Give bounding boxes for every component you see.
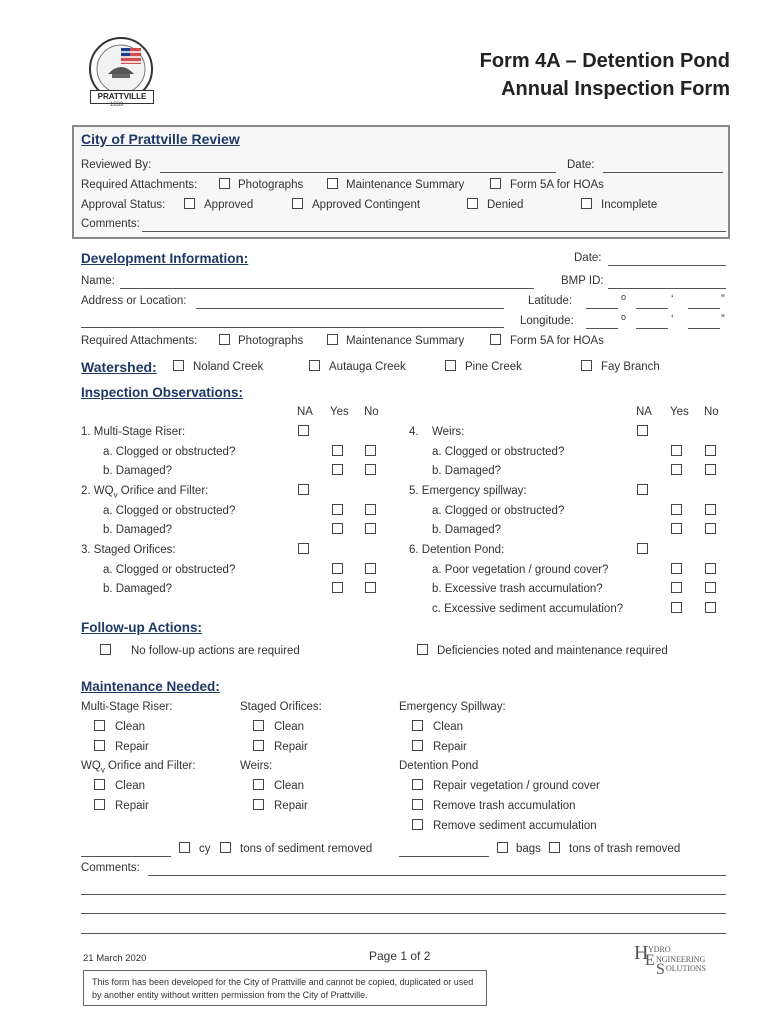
obs-orifices-damaged-no[interactable] bbox=[365, 582, 376, 593]
hes-logo bbox=[634, 942, 724, 982]
dev-attachments-label: Required Attachments: bbox=[81, 335, 198, 347]
no-followup-label: No follow-up actions are required bbox=[131, 645, 300, 657]
obs-wq-na-checkbox[interactable] bbox=[298, 484, 309, 495]
pine-creek-checkbox[interactable] bbox=[445, 360, 456, 371]
maint-wq-clean-checkbox[interactable] bbox=[94, 779, 105, 790]
latitude-min-field[interactable] bbox=[636, 308, 668, 309]
review-maintenance-summary-label: Maintenance Summary bbox=[346, 179, 465, 191]
maint-wq-repair-checkbox[interactable] bbox=[94, 799, 105, 810]
obs-riser-damaged: b. Damaged? bbox=[103, 465, 173, 477]
latitude-sec-field[interactable] bbox=[688, 308, 720, 309]
obs-orifices-damaged-yes[interactable] bbox=[332, 582, 343, 593]
obs-weirs-number: 4. bbox=[409, 426, 419, 438]
dev-form5a-label: Form 5A for HOAs bbox=[510, 335, 604, 347]
bmp-id-field[interactable] bbox=[608, 288, 726, 289]
noland-creek-label: Noland Creek bbox=[193, 361, 264, 373]
obs-spillway-clogged-yes[interactable] bbox=[671, 504, 682, 515]
dev-maintenance-summary-label: Maintenance Summary bbox=[346, 335, 465, 347]
maint-spillway-repair-checkbox[interactable] bbox=[412, 740, 423, 751]
left-col-yes-header: Yes bbox=[330, 406, 349, 418]
maint-comments-field-4[interactable] bbox=[81, 933, 726, 934]
obs-spillway-damaged-no[interactable] bbox=[705, 523, 716, 534]
maint-pond-trash-checkbox[interactable] bbox=[412, 799, 423, 810]
tons-trash-checkbox[interactable] bbox=[549, 842, 560, 853]
fay-branch-label: Fay Branch bbox=[601, 361, 660, 373]
obs-orifices-damaged: b. Damaged? bbox=[103, 583, 173, 595]
maint-spillway-label: Emergency Spillway: bbox=[399, 701, 506, 713]
longitude-min-field[interactable] bbox=[636, 328, 668, 329]
obs-spillway-damaged-yes[interactable] bbox=[671, 523, 682, 534]
dev-photographs-label: Photographs bbox=[238, 335, 304, 347]
maint-pond-sediment-checkbox[interactable] bbox=[412, 819, 423, 830]
watershed-heading: Watershed: bbox=[81, 359, 157, 375]
address-field[interactable] bbox=[196, 308, 504, 309]
trash-amount-field[interactable] bbox=[399, 856, 489, 857]
denied-label: Denied bbox=[487, 199, 524, 211]
noland-creek-checkbox[interactable] bbox=[173, 360, 184, 371]
maint-comments-label: Comments: bbox=[81, 862, 140, 874]
obs-wq-damaged: b. Damaged? bbox=[103, 524, 173, 536]
obs-riser-na-checkbox[interactable] bbox=[298, 425, 309, 436]
obs-wq-clogged-yes[interactable] bbox=[332, 504, 343, 515]
development-heading: Development Information: bbox=[81, 251, 249, 266]
obs-pond-sediment: c. Excessive sediment accumulation? bbox=[432, 603, 624, 615]
maint-pond-label: Detention Pond bbox=[399, 760, 479, 772]
followup-heading: Follow-up Actions: bbox=[81, 620, 202, 635]
maint-comments-field-2[interactable] bbox=[81, 894, 726, 895]
obs-wq-prefix: 2. WQ bbox=[81, 485, 114, 497]
maint-riser-clean-checkbox[interactable] bbox=[94, 720, 105, 731]
deficiencies-checkbox[interactable] bbox=[417, 644, 428, 655]
sediment-amount-field[interactable] bbox=[81, 856, 171, 857]
form-title-line1: Form 4A – Detention Pond bbox=[479, 50, 730, 72]
maint-pond-sediment-label: Remove sediment accumulation bbox=[433, 820, 597, 832]
maint-orifices-repair-label: Repair bbox=[274, 741, 308, 753]
obs-weirs-clogged-yes[interactable] bbox=[671, 445, 682, 456]
left-col-na-header: NA bbox=[297, 406, 313, 418]
maint-orifices-label: Staged Orifices: bbox=[240, 701, 322, 713]
maint-wq-clean-label: Clean bbox=[115, 780, 146, 792]
address-field-2[interactable] bbox=[81, 327, 504, 328]
bags-label: bags bbox=[516, 843, 541, 855]
dev-date-field[interactable] bbox=[608, 265, 726, 266]
denied-checkbox[interactable] bbox=[467, 198, 478, 209]
obs-wq-clogged: a. Clogged or obstructed? bbox=[103, 505, 236, 517]
obs-riser-clogged-yes[interactable] bbox=[332, 445, 343, 456]
inspection-heading: Inspection Observations: bbox=[81, 385, 244, 400]
maint-comments-field[interactable] bbox=[148, 875, 726, 876]
maint-weirs-repair-label: Repair bbox=[274, 800, 308, 812]
maint-wq-label bbox=[81, 760, 196, 774]
obs-pond-sediment-no[interactable] bbox=[705, 602, 716, 613]
dev-name-label: Name: bbox=[81, 275, 115, 287]
hes-logo-line3: OLUTIONS bbox=[666, 964, 706, 973]
copyright-notice: This form has been developed for the City of Prattville and cannot be copied, duplicated or used by another entity without written permission from the City of Prattville. bbox=[83, 970, 487, 1006]
maint-weirs-clean-checkbox[interactable] bbox=[253, 779, 264, 790]
dev-form5a-checkbox[interactable] bbox=[490, 334, 501, 345]
review-comments-label: Comments: bbox=[81, 218, 140, 230]
obs-detention-pond: 6. Detention Pond: bbox=[409, 544, 505, 556]
longitude-deg-symbol: o bbox=[621, 312, 627, 322]
maint-wq-repair-label: Repair bbox=[115, 800, 149, 812]
longitude-label: Longitude: bbox=[520, 315, 574, 327]
obs-pond-vegetation-yes[interactable] bbox=[671, 563, 682, 574]
right-col-yes-header: Yes bbox=[670, 406, 689, 418]
maint-riser-repair-label: Repair bbox=[115, 741, 149, 753]
obs-weirs-na-checkbox[interactable] bbox=[637, 425, 648, 436]
obs-pond-trash: b. Excessive trash accumulation? bbox=[432, 583, 603, 595]
deficiencies-label: Deficiencies noted and maintenance required bbox=[437, 645, 668, 657]
cy-label: cy bbox=[199, 843, 211, 855]
obs-weirs-damaged-no[interactable] bbox=[705, 464, 716, 475]
bmp-id-label: BMP ID: bbox=[561, 275, 604, 287]
left-col-no-header: No bbox=[364, 406, 379, 418]
no-followup-checkbox[interactable] bbox=[100, 644, 111, 655]
obs-pond-vegetation: a. Poor vegetation / ground cover? bbox=[432, 564, 609, 576]
obs-pond-vegetation-no[interactable] bbox=[705, 563, 716, 574]
latitude-sec-symbol: ” bbox=[721, 294, 725, 306]
page-number: Page 1 of 2 bbox=[369, 949, 431, 963]
tons-sediment-label: tons of sediment removed bbox=[240, 843, 373, 855]
tons-sediment-checkbox[interactable] bbox=[220, 842, 231, 853]
obs-wq-rest: Orifice and Filter: bbox=[117, 485, 209, 497]
review-form5a-label: Form 5A for HOAs bbox=[510, 179, 604, 191]
obs-spillway-clogged-no[interactable] bbox=[705, 504, 716, 515]
obs-weirs-clogged: a. Clogged or obstructed? bbox=[432, 446, 565, 458]
cy-checkbox[interactable] bbox=[179, 842, 190, 853]
hes-logo-e: E bbox=[645, 952, 655, 969]
bags-checkbox[interactable] bbox=[497, 842, 508, 853]
latitude-deg-field[interactable] bbox=[586, 308, 618, 309]
city-review-heading: City of Prattville Review bbox=[81, 131, 240, 147]
obs-multistage-riser: 1. Multi-Stage Riser: bbox=[81, 426, 186, 438]
footer-date: 21 March 2020 bbox=[83, 953, 147, 964]
right-col-na-header: NA bbox=[636, 406, 652, 418]
maint-orifices-repair-checkbox[interactable] bbox=[253, 740, 264, 751]
dev-maintenance-summary-checkbox[interactable] bbox=[327, 334, 338, 345]
maint-orifices-clean-label: Clean bbox=[274, 721, 305, 733]
hes-logo-h: H bbox=[634, 942, 649, 964]
review-form5a-checkbox[interactable] bbox=[490, 178, 501, 189]
obs-weirs-clogged-no[interactable] bbox=[705, 445, 716, 456]
maint-wq-rest: Orifice and Filter: bbox=[104, 760, 196, 772]
approved-label: Approved bbox=[204, 199, 254, 211]
reviewed-by-label: Reviewed By: bbox=[81, 159, 152, 171]
review-date-field[interactable] bbox=[603, 172, 723, 173]
obs-weirs: Weirs: bbox=[432, 426, 465, 438]
obs-riser-clogged: a. Clogged or obstructed? bbox=[103, 446, 236, 458]
maint-weirs-repair-checkbox[interactable] bbox=[253, 799, 264, 810]
obs-riser-clogged-no[interactable] bbox=[365, 445, 376, 456]
reviewed-by-field[interactable] bbox=[160, 172, 556, 173]
longitude-sec-field[interactable] bbox=[688, 328, 720, 329]
maint-weirs-clean-label: Clean bbox=[274, 780, 305, 792]
maint-pond-vegetation-label: Repair vegetation / ground cover bbox=[433, 780, 600, 792]
hes-logo-line2: NGINEERING bbox=[656, 955, 706, 964]
maint-wq-sub: v bbox=[100, 765, 105, 775]
obs-spillway-clogged: a. Clogged or obstructed? bbox=[432, 505, 565, 517]
longitude-min-symbol: ‘ bbox=[671, 314, 674, 326]
incomplete-label: Incomplete bbox=[601, 199, 658, 211]
obs-orifices-clogged-no[interactable] bbox=[365, 563, 376, 574]
maint-spillway-clean-checkbox[interactable] bbox=[412, 720, 423, 731]
seal-banner: PRATTVILLE bbox=[90, 90, 154, 104]
tons-trash-label: tons of trash removed bbox=[569, 843, 681, 855]
approved-checkbox[interactable] bbox=[184, 198, 195, 209]
maint-riser-repair-checkbox[interactable] bbox=[94, 740, 105, 751]
approved-contingent-checkbox[interactable] bbox=[292, 198, 303, 209]
obs-orifices-clogged: a. Clogged or obstructed? bbox=[103, 564, 236, 576]
maint-riser-clean-label: Clean bbox=[115, 721, 146, 733]
obs-wq-damaged-yes[interactable] bbox=[332, 523, 343, 534]
obs-wq-orifice bbox=[81, 485, 208, 499]
review-photographs-label: Photographs bbox=[238, 179, 304, 191]
fay-branch-checkbox[interactable] bbox=[581, 360, 592, 371]
obs-spillway-damaged: b. Damaged? bbox=[432, 524, 502, 536]
review-maintenance-summary-checkbox[interactable] bbox=[327, 178, 338, 189]
maintenance-heading: Maintenance Needed: bbox=[81, 679, 220, 694]
longitude-deg-field[interactable] bbox=[586, 328, 618, 329]
obs-staged-orifices: 3. Staged Orifices: bbox=[81, 544, 176, 556]
hes-logo-s: S bbox=[656, 961, 665, 978]
obs-pond-trash-yes[interactable] bbox=[671, 582, 682, 593]
maint-riser-label: Multi-Stage Riser: bbox=[81, 701, 173, 713]
maint-weirs-label: Weirs: bbox=[240, 760, 273, 772]
maint-wq-prefix: WQ bbox=[81, 760, 101, 772]
obs-wq-clogged-no[interactable] bbox=[365, 504, 376, 515]
obs-emergency-spillway: 5. Emergency spillway: bbox=[409, 485, 527, 497]
right-col-no-header: No bbox=[704, 406, 719, 418]
latitude-label: Latitude: bbox=[528, 295, 573, 307]
review-attachments-label: Required Attachments: bbox=[81, 179, 198, 191]
seal-year: 1839 bbox=[110, 102, 124, 108]
obs-orifices-na-checkbox[interactable] bbox=[298, 543, 309, 554]
obs-riser-damaged-yes[interactable] bbox=[332, 464, 343, 475]
maint-comments-field-3[interactable] bbox=[81, 913, 726, 914]
review-comments-field[interactable] bbox=[142, 231, 726, 232]
obs-spillway-na-checkbox[interactable] bbox=[637, 484, 648, 495]
approved-contingent-label: Approved Contingent bbox=[312, 199, 421, 211]
latitude-deg-symbol: o bbox=[621, 292, 627, 302]
form-title-line2: Annual Inspection Form bbox=[501, 78, 730, 100]
maint-spillway-repair-label: Repair bbox=[433, 741, 467, 753]
obs-pond-trash-no[interactable] bbox=[705, 582, 716, 593]
dev-photographs-checkbox[interactable] bbox=[219, 334, 230, 345]
obs-pond-sediment-yes[interactable] bbox=[671, 602, 682, 613]
obs-riser-damaged-no[interactable] bbox=[365, 464, 376, 475]
obs-weirs-damaged-yes[interactable] bbox=[671, 464, 682, 475]
maint-orifices-clean-checkbox[interactable] bbox=[253, 720, 264, 731]
autauga-creek-label: Autauga Creek bbox=[329, 361, 406, 373]
obs-weirs-damaged: b. Damaged? bbox=[432, 465, 502, 477]
obs-orifices-clogged-yes[interactable] bbox=[332, 563, 343, 574]
review-date-label: Date: bbox=[567, 159, 595, 171]
latitude-min-symbol: ‘ bbox=[671, 294, 674, 306]
dev-date-label: Date: bbox=[574, 252, 602, 264]
maint-spillway-clean-label: Clean bbox=[433, 721, 464, 733]
maint-pond-trash-label: Remove trash accumulation bbox=[433, 800, 576, 812]
dev-name-field[interactable] bbox=[120, 288, 534, 289]
incomplete-checkbox[interactable] bbox=[581, 198, 592, 209]
autauga-creek-checkbox[interactable] bbox=[309, 360, 320, 371]
review-photographs-checkbox[interactable] bbox=[219, 178, 230, 189]
obs-pond-na-checkbox[interactable] bbox=[637, 543, 648, 554]
address-label: Address or Location: bbox=[81, 295, 187, 307]
longitude-sec-symbol: ” bbox=[721, 314, 725, 326]
pine-creek-label: Pine Creek bbox=[465, 361, 522, 373]
obs-wq-damaged-no[interactable] bbox=[365, 523, 376, 534]
obs-wq-sub: v bbox=[113, 490, 118, 500]
hes-logo-line1: YDRO bbox=[648, 945, 671, 954]
approval-status-label: Approval Status: bbox=[81, 199, 166, 211]
maint-pond-vegetation-checkbox[interactable] bbox=[412, 779, 423, 790]
